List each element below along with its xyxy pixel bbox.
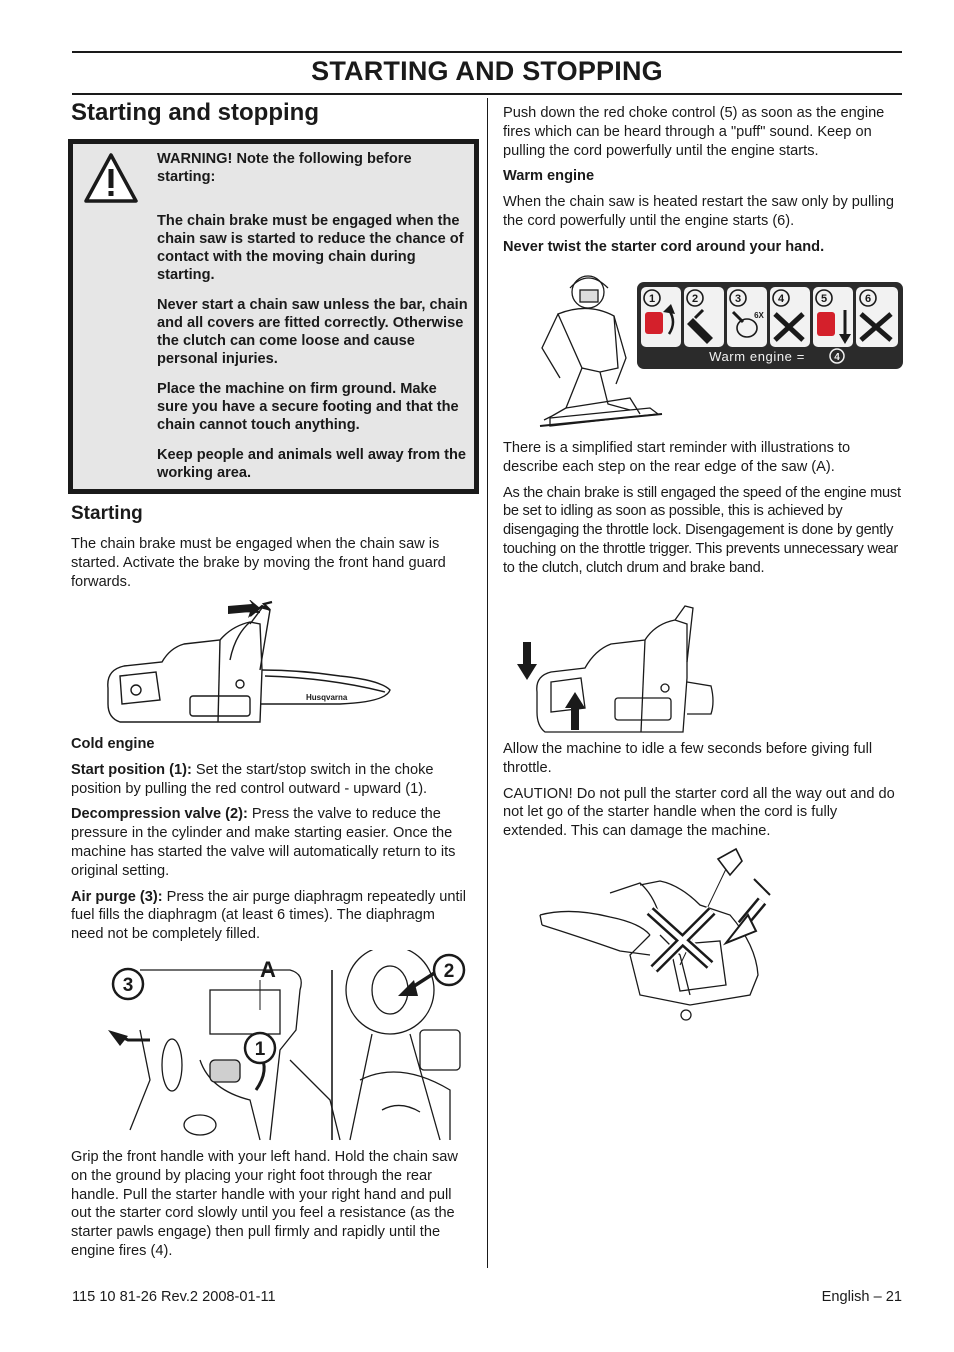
reminder-step-1: 1 [648, 293, 656, 305]
start-position-label: Start position (1): [71, 761, 192, 778]
choke-pull-icon [645, 312, 663, 334]
warning-item: Keep people and animals well away from the working area. [157, 447, 466, 481]
right-column-bottom [503, 740, 903, 848]
warm-engine-ref: 4 [834, 352, 840, 363]
decompression-label: Decompression valve (2): [71, 806, 248, 823]
start-controls-illustration [100, 950, 470, 1145]
starter-cord-caution-illustration [530, 845, 780, 1025]
husqvarna-logo: Husqvarna [306, 693, 348, 702]
reminder-step-4: 4 [777, 293, 785, 305]
reminder-step-5: 5 [820, 293, 828, 305]
caution-text: CAUTION! Do not pull the starter cord all the way out and do not let go of the starter handle when the cord is fully extended. This can damage the machine. [503, 785, 895, 840]
section-title: Starting and stopping [71, 99, 319, 126]
idle-text: Allow the machine to idle a few seconds before giving full throttle. [503, 741, 873, 776]
decompression-text: Press the valve to reduce the pressure in the cylinder and make starting easier. Once the machine has started the valve will automatically return to its original setting. [71, 806, 456, 879]
figure-label-1: 1 [254, 1039, 266, 1060]
reminder-step-3: 3 [734, 293, 742, 305]
choke-push-icon [817, 312, 835, 336]
chain-brake-text: As the chain brake is still engaged the speed of the engine must be set to idling as soon as possible, this is achieved by disengaging the throttle lock. Disengagement is done by gently touching on the throttle trigger. This prevents unnecessary wear to the clutch, clutch drum and brake band. [503, 484, 901, 576]
right-column-middle [503, 439, 903, 585]
figure-label-a: A [260, 957, 276, 982]
never-twist-warning: Never twist the starter cord around your hand. [503, 238, 825, 255]
throttle-lock-illustration [515, 602, 725, 737]
footer-doc-ref: 115 10 81-26 Rev.2 2008-01-11 [72, 1289, 276, 1305]
warning-item: Never start a chain saw unless the bar, chain and all covers are fitted correctly. Otherwise the clutch can come loose and cause personal injuries. [157, 297, 468, 367]
chainsaw-brake-illustration [100, 600, 400, 730]
start-reminder-panel [637, 282, 903, 369]
figure-label-3: 3 [122, 975, 134, 996]
warm-engine-label: Warm engine = [709, 349, 805, 364]
starting-intro [71, 535, 471, 598]
footer-page-number: English – 21 [821, 1289, 902, 1305]
starting-heading: Starting [71, 503, 143, 524]
warm-engine-title: Warm engine [503, 168, 595, 185]
air-purge-paragraph [71, 888, 471, 944]
right-column-top [503, 104, 903, 264]
reminder-step-6: 6 [864, 293, 872, 305]
header-bottom-rule [72, 93, 902, 95]
warning-item: The chain brake must be engaged when the chain saw is started to reduce the chance of contact with the moving chain during starting. [157, 213, 464, 283]
figure-label-2: 2 [443, 961, 455, 982]
warning-text [157, 150, 469, 494]
cold-engine-section [71, 735, 471, 951]
start-position-text: Set the start/stop switch in the choke position by pulling the red control outward - upward (1). [71, 761, 434, 797]
choke-text: Push down the red choke control (5) as soon as the engine fires which can be heard through a "puff" sound. Keep on pulling the cord powerfully until the engine starts. [503, 105, 885, 159]
page-header-title: STARTING AND STOPPING [311, 56, 663, 86]
warning-item: Place the machine on firm ground. Make sure you have a secure footing and that the chain cannot touch anything. [157, 381, 459, 433]
header-top-rule [72, 51, 902, 53]
decompression-paragraph [71, 805, 471, 880]
cold-engine-title: Cold engine [71, 736, 155, 752]
air-purge-label: Air purge (3): [71, 888, 163, 905]
grip-section [71, 1148, 471, 1268]
start-position-paragraph [71, 761, 471, 799]
column-divider [487, 98, 488, 1268]
air-purge-text: Press the air purge diaphragm repeatedly until fuel fills the diaphragm (at least 6 times). The diaphragm need not be completely filled. [71, 888, 467, 943]
starting-intro-text: The chain brake must be engaged when the chain saw is started. Activate the brake by moving the front hand guard forwards. [71, 536, 446, 590]
warning-heading: WARNING! Note the following before starting: [157, 151, 412, 185]
warm-engine-text: When the chain saw is heated restart the saw only by pulling the cord powerfully until the engine starts (6). [503, 194, 895, 229]
reminder-count-label: 6X [754, 311, 764, 320]
warning-triangle-icon [83, 152, 139, 204]
reminder-text: There is a simplified start reminder with illustrations to describe each step on the rear edge of the saw (A). [503, 440, 851, 475]
reminder-step-2: 2 [691, 293, 699, 305]
grip-text: Grip the front handle with your left hand. Hold the chain saw on the ground by placing your right foot through the rear handle. Pull the starter handle with your right hand and pull out the starter cord slowly until you feel a resistance (as the starter pawls engage) then pull firmly and rapidly until the engine fires (4). [71, 1149, 458, 1259]
warning-box [68, 139, 479, 494]
